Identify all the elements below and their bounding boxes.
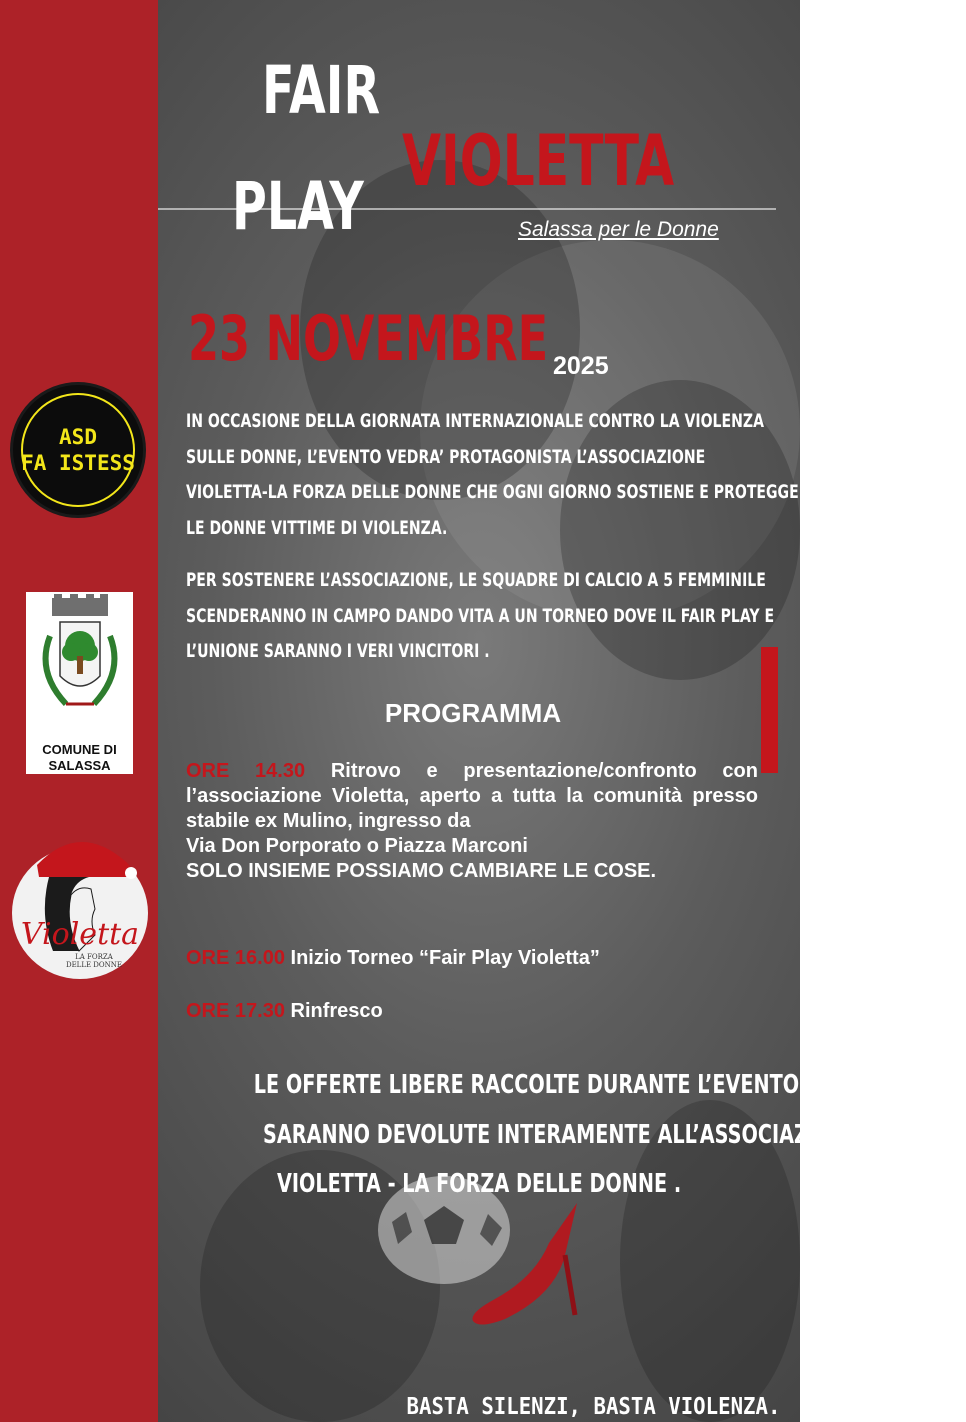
offerte-text: VIOLETTA - LA FORZA DELLE DONNE . <box>276 1169 682 1199</box>
title-fair: FAIR <box>262 52 381 129</box>
title-violetta: VIOLETTA <box>402 120 675 202</box>
programma-time: ORE 16.00 <box>186 947 285 969</box>
offerte-text: LE OFFERTE LIBERE RACCOLTE DURANTE L’EVENTO <box>253 1070 800 1100</box>
programma-heading: PROGRAMMA <box>384 698 562 728</box>
support-line: PER SOSTENERE L’ASSOCIAZIONE, LE SQUADRE DI CALCIO A 5 FEMMINILE <box>186 569 766 591</box>
support-line: SCENDERANNO IN CAMPO DANDO VITA A UN TORNEO DOVE IL FAIR PLAY E <box>186 604 775 627</box>
programma-text: Rinfresco <box>284 1000 383 1022</box>
coat-of-arms-icon <box>26 592 133 732</box>
violetta-logo-tag1: LA FORZA <box>75 953 113 961</box>
asd-logo-line2: FA ISTESS <box>21 451 135 475</box>
violetta-logo-tag2: DELLE DONNE <box>65 961 123 969</box>
red-shoe-icon <box>465 1195 595 1335</box>
intro-paragraph <box>186 404 799 546</box>
programma-time: ORE 17.30 <box>186 1000 285 1022</box>
programma-text: Ritrovo e presentazione/confronto con l’associazione Violetta, aperto a tutta la comunità presso stabile ex Mulino, ingresso da <box>186 760 758 832</box>
programma-item <box>186 946 758 971</box>
comune-salassa-logo <box>26 592 133 774</box>
intro-line: LE DONNE VITTIME DI VIOLENZA. <box>186 516 448 539</box>
programma-item <box>186 999 758 1024</box>
support-paragraph <box>186 563 774 670</box>
subtitle: Salassa per le Donne <box>518 218 719 241</box>
programma-text: Inizio Torneo “Fair Play Violetta” <box>284 947 600 969</box>
comune-logo-line2: SALASSA <box>48 758 111 773</box>
programma-item <box>186 759 758 884</box>
footer-slogan: BASTA SILENZI, BASTA VIOLENZA. <box>406 1394 780 1420</box>
comune-logo-line1: COMUNE DI <box>42 742 117 757</box>
event-year: 2025 <box>553 352 609 380</box>
violetta-association-logo <box>9 825 151 981</box>
title-play: PLAY <box>232 168 364 245</box>
offerte-line <box>158 1169 800 1199</box>
asd-logo-line1: ASD <box>59 425 97 449</box>
programma-time: ORE 14.30 <box>186 760 306 782</box>
programma-text: SOLO INSIEME POSSIAMO CAMBIARE LE COSE. <box>186 860 657 882</box>
offerte-text: SARANNO DEVOLUTE INTERAMENTE ALL’ASSOCIAZIONE <box>263 1120 861 1150</box>
offerte-line <box>158 1070 800 1100</box>
intro-line: IN OCCASIONE DELLA GIORNATA INTERNAZIONALE CONTRO LA VIOLENZA <box>186 410 764 432</box>
violetta-logo-name: Violetta <box>20 917 140 952</box>
violetta-logo-tagline <box>49 953 139 969</box>
support-line: L’UNIONE SARANNO I VERI VINCITORI . <box>186 640 490 662</box>
intro-line: VIOLETTA-LA FORZA DELLE DONNE CHE OGNI GIORNO SOSTIENE E PROTEGGE <box>186 481 799 503</box>
intro-line: SULLE DONNE, L’EVENTO VEDRA’ PROTAGONISTA L’ASSOCIAZIONE <box>186 445 706 468</box>
event-date: 23 NOVEMBRE <box>188 302 549 375</box>
programma-text: Via Don Porporato o Piazza Marconi <box>186 835 528 857</box>
offerte-line <box>158 1120 861 1150</box>
asd-fa-istess-logo <box>10 382 146 518</box>
